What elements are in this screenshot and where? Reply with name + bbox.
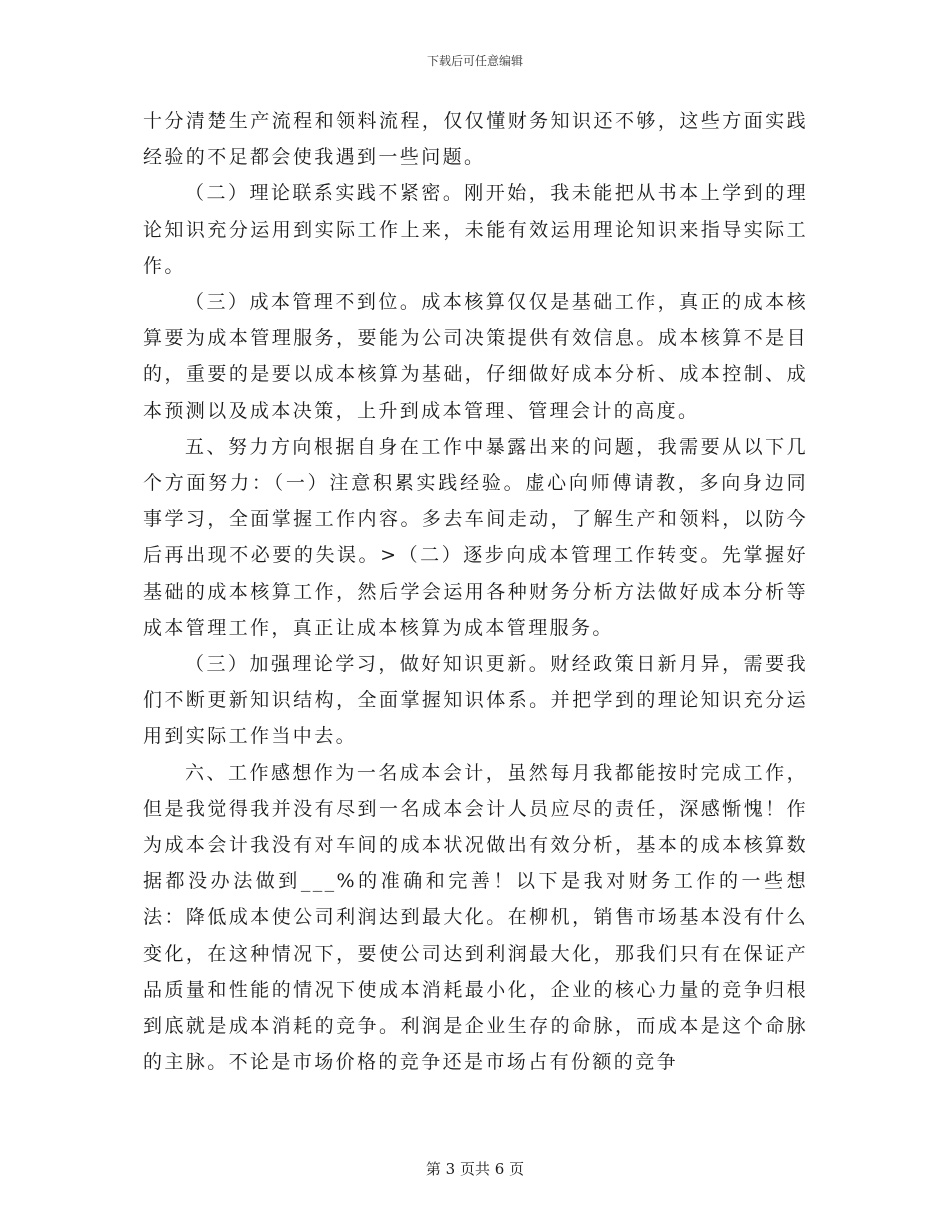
page-footer: 第 3 页共 6 页 <box>425 1160 525 1178</box>
paragraph-4: 五、努力方向根据自身在工作中暴露出来的问题，我需要从以下几个方面努力：（一）注意积累实践经验。虚心向师傅请教，多向身边同事学习，全面掌握工作内容。多去车间走动，了解生产和领料，以防今后再出现不必要的失误。>（二）逐步向成本管理工作转变。先掌握好基础的成本核算工作，然后学会运用各种财务分析方法做好成本分析等成本管理工作，真正让成本核算为成本管理服务。 <box>143 435 808 639</box>
page-header: 下载后可任意编辑 <box>426 54 523 68</box>
paragraph-6: 六、工作感想作为一名成本会计，虽然每月我都能按时完成工作，但是我觉得我并没有尽到一名成本会计人员应尽的责任，深感惭愧！作为成本会计我没有对车间的成本状况做出有效分析，基本的成本核算数据都没办法做到___%的准确和完善！以下是我对财务工作的一些想法：降低成本使公司利润达到最大化。在柳机，销售市场基本没有什么变化，在这种情况下，要使公司达到利润最大化，那我们只有在保证产品质量和性能的情况下使成本消耗最小化，企业的核心力量的竞争归根到底就是成本消耗的竞争。利润是企业生存的命脉，而成本是这个命脉的主脉。不论是市场价格的竞争还是市场占有份额的竞争 <box>143 761 808 1074</box>
document-body <box>143 103 808 1080</box>
paragraph-5: （三）加强理论学习，做好知识更新。财经政策日新月异，需要我们不断更新知识结构，全面掌握知识体系。并把学到的理论知识充分运用到实际工作当中去。 <box>143 653 808 748</box>
paragraph-3: （三）成本管理不到位。成本核算仅仅是基础工作，真正的成本核算要为成本管理服务，要能为公司决策提供有效信息。成本核算不是目的，重要的是要以成本核算为基础，仔细做好成本分析、成本控制、成本预测以及成本决策，上升到成本管理、管理会计的高度。 <box>143 291 808 422</box>
paragraph-2: （二）理论联系实践不紧密。刚开始，我未能把从书本上学到的理论知识充分运用到实际工作上来，未能有效运用理论知识来指导实际工作。 <box>143 182 808 277</box>
paragraph-1: 十分清楚生产流程和领料流程，仅仅懂财务知识还不够，这些方面实践经验的不足都会使我遇到一些问题。 <box>143 110 808 169</box>
